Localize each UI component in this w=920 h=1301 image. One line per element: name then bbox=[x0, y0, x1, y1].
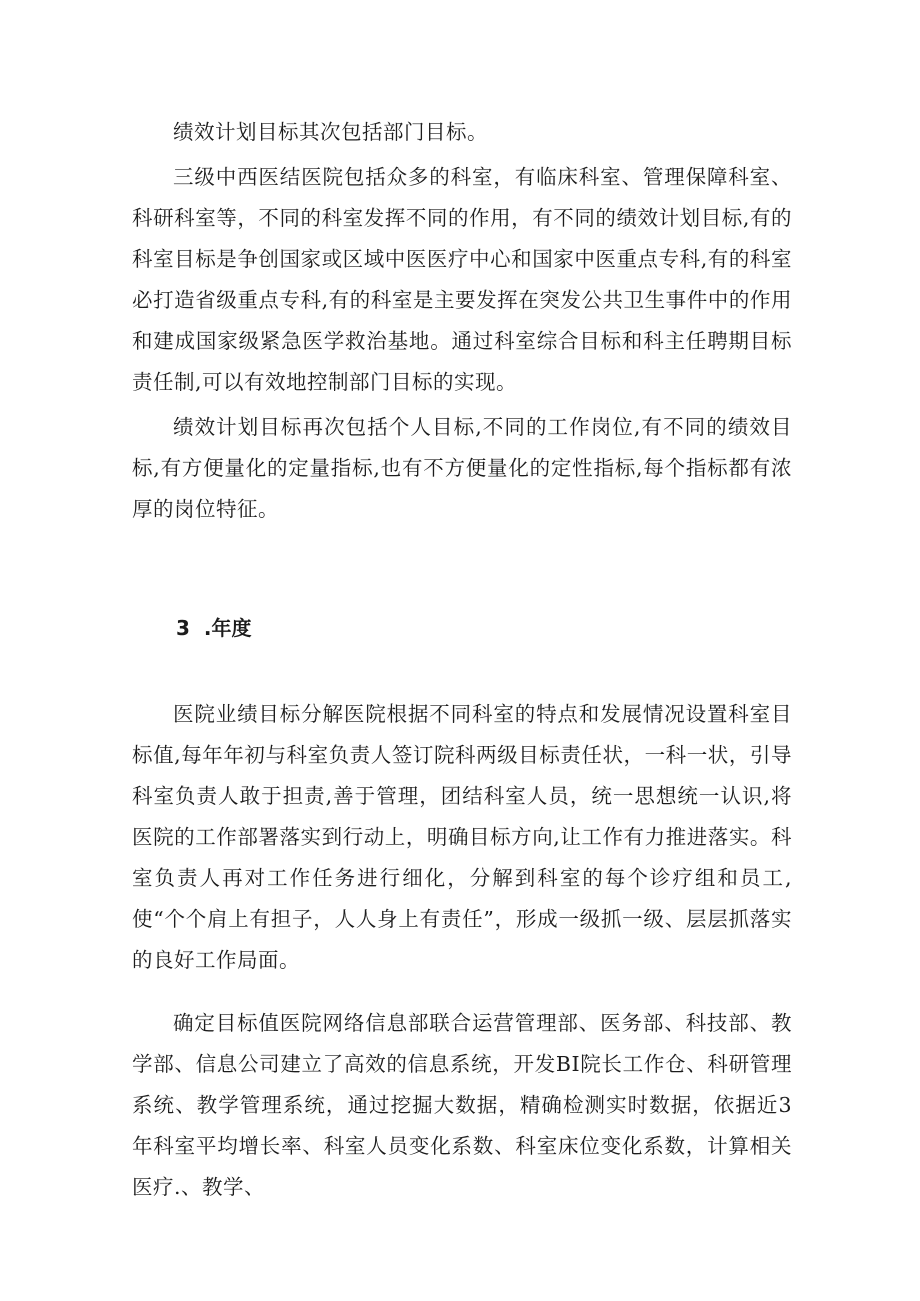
paragraph-4: 医院业绩目标分解医院根据不同科室的特点和发展情况设置科室目标值,每年年初与科室负责人签订院科两级目标责任状，一科一状，引导科室负责人敢于担责,善于管理，团结科室人员，统一思想统一认识,将医院的工作部署落实到行动上，明确目标方向,让工作有力推进落实。科室负责人再对工作任务进行细化，分解到科室的每个诊疗组和员工,使“个个肩上有担子，人人身上有责任”，形成一级抓一级、层层抓落实的良好工作局面。 bbox=[132, 702, 792, 972]
paragraph-5: 确定目标值医院网络信息部联合运营管理部、医务部、科技部、教学部、信息公司建立了高效的信息系统，开发BI院长工作仓、科研管理系统、教学管理系统，通过挖掘大数据，精确检测实时数据，依据近3年科室平均增长率、科室人员变化系数、科室床位变化系数，计算相关医疗.、教学、 bbox=[132, 1011, 792, 1199]
section-annual-goals bbox=[132, 694, 792, 1208]
section-heading: 3 .年度 bbox=[176, 616, 252, 640]
paragraph-2: 三级中西医结医院包括众多的科室，有临床科室、管理保障科室、科研科室等，不同的科室发挥不同的作用，有不同的绩效计划目标,有的科室目标是争创国家或区域中医医疗中心和国家中医重点专科,有的科室必打造省级重点专科,有的科室是主要发挥在突发公共卫生事件中的作用和建成国家级紧急医学救治基地。通过科室综合目标和科主任聘期目标责任制,可以有效地控制部门目标的实现。 bbox=[132, 165, 792, 394]
paragraph-3: 绩效计划目标再次包括个人目标,不同的工作岗位,有不同的绩效目标,有方便量化的定量指标,也有不方便量化的定性指标,每个指标都有浓厚的岗位特征。 bbox=[132, 415, 792, 521]
paragraph-1: 绩效计划目标其次包括部门目标。 bbox=[173, 120, 488, 144]
section-department-goals bbox=[132, 112, 792, 530]
